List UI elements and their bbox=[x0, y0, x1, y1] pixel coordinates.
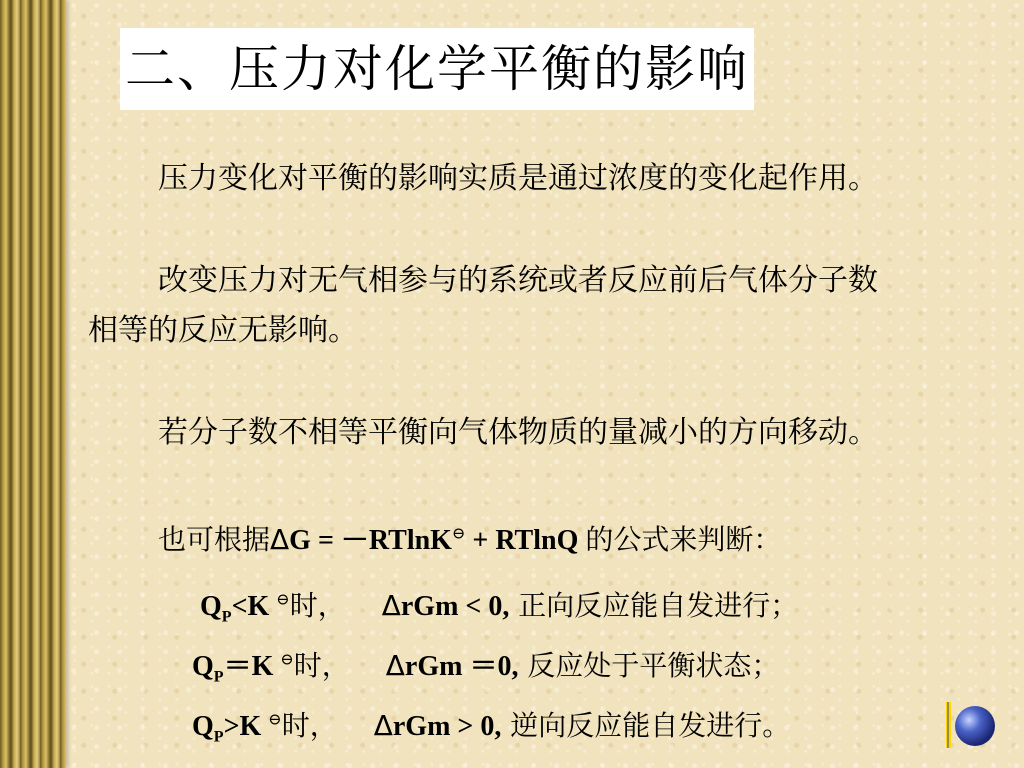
q-subscript: P bbox=[213, 728, 224, 746]
rgm-term: rGm < bbox=[400, 591, 489, 622]
paragraph-2-line-2: 相等的反应无影响。 bbox=[88, 313, 358, 348]
delta-symbol: Δ bbox=[270, 523, 290, 556]
standard-state-symbol: ⊖ bbox=[268, 711, 282, 729]
formula-equation: G = －RTlnK bbox=[289, 525, 452, 556]
condition-result: 反应处于平衡状态； bbox=[518, 649, 780, 682]
condition-result: 逆向反应能自发进行。 bbox=[501, 709, 791, 742]
q-subscript: P bbox=[213, 668, 224, 686]
paragraph-2-line-1: 改变压力对无气相参与的系统或者反应前后气体分子数 bbox=[158, 263, 878, 298]
when-text: 时， bbox=[289, 589, 346, 622]
comparison: ＝K bbox=[223, 651, 281, 682]
formula-prefix: 也可根据 bbox=[158, 523, 271, 556]
q-symbol: Q bbox=[192, 711, 214, 742]
rgm-term: rGm ＝ bbox=[404, 651, 498, 682]
comparison: >K bbox=[223, 711, 269, 742]
delta-symbol: Δ bbox=[385, 649, 405, 682]
rgm-value: 0, bbox=[480, 711, 502, 742]
decorative-border bbox=[0, 0, 66, 768]
standard-state-symbol: ⊖ bbox=[276, 591, 290, 609]
nav-sphere bbox=[955, 706, 995, 746]
rgm-value: 0, bbox=[497, 651, 519, 682]
comparison: <K bbox=[231, 591, 277, 622]
when-text: 时， bbox=[281, 709, 338, 742]
rgm-term: rGm > bbox=[392, 711, 481, 742]
q-symbol: Q bbox=[192, 651, 214, 682]
formula-rest: + RTlnQ bbox=[465, 525, 586, 556]
condition-result: 正向反应能自发进行； bbox=[509, 589, 799, 622]
delta-symbol: Δ bbox=[373, 709, 393, 742]
formula-suffix: 的公式来判断： bbox=[585, 523, 782, 556]
standard-state-symbol: ⊖ bbox=[451, 525, 466, 543]
formula-intro bbox=[158, 518, 781, 558]
paragraph-3: 若分子数不相等平衡向气体物质的量减小的方向移动。 bbox=[158, 415, 878, 450]
rgm-value: 0, bbox=[488, 591, 510, 622]
globe-nav-icon[interactable] bbox=[946, 700, 998, 750]
standard-state-symbol: ⊖ bbox=[280, 651, 294, 669]
condition-row bbox=[192, 704, 790, 747]
condition-row bbox=[192, 644, 779, 687]
title-box bbox=[120, 28, 754, 110]
delta-symbol: Δ bbox=[381, 589, 401, 622]
paragraph-1: 压力变化对平衡的影响实质是通过浓度的变化起作用。 bbox=[158, 161, 878, 196]
when-text: 时， bbox=[293, 649, 350, 682]
slide-title: 二、压力对化学平衡的影响 bbox=[125, 40, 749, 98]
q-symbol: Q bbox=[200, 591, 222, 622]
condition-row bbox=[200, 584, 798, 627]
q-subscript: P bbox=[221, 608, 232, 626]
